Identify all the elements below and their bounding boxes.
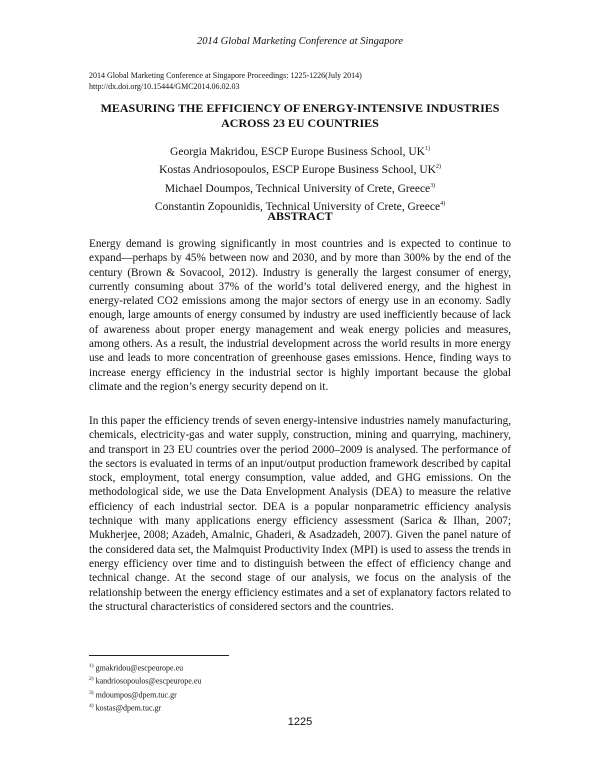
footnote-mark: 3) xyxy=(89,689,94,696)
abstract-paragraph-1: Energy demand is growing significantly in most countries and is expected to continue to expand—perhaps by 45% between now and 2030, and by more than 300% by the end of the century (Brown & Sovacool, 2012). Industry is generally the largest consumer of energy, currently consuming about 37% of the world’s total delivered energy, and the highest in energy-related CO2 emissions among the major sectors of energy use in an economy. Sadly enough, large amounts of energy consumed by industry are used inefficiently because of lack of awareness about proper energy management and weak energy policies and measures, among others. As a result, the industrial development across the world results in more energy use and leads to more concentration of greenhouse gases emissions. Hence, finding ways to increase energy efficiency in the industrial sector is highly important because the global climate and the region’s energy security depend on it. xyxy=(89,238,511,393)
footnote xyxy=(89,674,201,687)
author-name: Georgia Makridou, ESCP Europe Business School, UK xyxy=(170,145,425,158)
doi-line: http://dx.doi.org/10.15444/GMC2014.06.02.03 xyxy=(89,82,240,91)
page-number: 1225 xyxy=(287,716,313,728)
footnote xyxy=(89,688,201,701)
proceedings-line: 2014 Global Marketing Conference at Singapore Proceedings: 1225-1226(July 2014) xyxy=(89,71,362,80)
footnote-email: mdoumpos@dpem.tuc.gr xyxy=(95,690,177,700)
footnote-email: kandriosopoulos@escpeurope.eu xyxy=(95,676,202,686)
author-footnote-mark: 3) xyxy=(430,182,436,189)
publication-meta xyxy=(89,70,362,92)
footnote-mark: 1) xyxy=(89,663,94,669)
author-list xyxy=(60,142,540,215)
footnote-mark: 4) xyxy=(89,702,94,709)
author-line xyxy=(60,179,540,197)
footnote xyxy=(89,701,201,714)
footnote-email: kostas@dpem.tuc.gr xyxy=(95,703,162,713)
paper-title xyxy=(60,101,540,131)
footnote-email: gmakridou@escpeurope.eu xyxy=(95,663,184,673)
author-line xyxy=(60,160,540,178)
author-name: Kostas Andriosopoulos, ESCP Europe Business School, UK xyxy=(159,164,436,177)
abstract-heading: ABSTRACT xyxy=(267,209,333,223)
footnote-mark: 2) xyxy=(89,676,94,683)
running-header: 2014 Global Marketing Conference at Singapore xyxy=(197,36,403,47)
author-footnote-mark: 1) xyxy=(424,146,430,152)
title-line-2: ACROSS 23 EU COUNTRIES xyxy=(221,116,379,130)
title-line-1: MEASURING THE EFFICIENCY OF ENERGY-INTENSIVE INDUSTRIES xyxy=(100,101,500,115)
author-line xyxy=(60,142,540,160)
author-name: Michael Doumpos, Technical University of Crete, Greece xyxy=(164,182,431,195)
footnote xyxy=(89,661,201,674)
author-footnote-mark: 4) xyxy=(440,200,446,207)
abstract-paragraph-2: In this paper the efficiency trends of seven energy-intensive industries namely manufacturing, chemicals, electricity-gas and water supply, construction, mining and quarrying, machinery, and transport in 23 EU countries over the period 2000–2009 is analysed. The performance of the sectors is evaluated in terms of an input/output production framework described by capital stock, employment, total energy consumption, value added, and GHG emissions. On the methodological side, we use the Data Envelopment Analysis (DEA) to measure the relative efficiency of each industrial sector. DEA is a popular nonparametric efficiency analysis technique with many applications energy efficiency assessment (Sarica & Ilhan, 2007; Mukherjee, 2008; Azadeh, Amalnic, Ghaderi, & Asadzadeh, 2007). Given the panel nature of the considered data set, the Malmquist Productivity Index (MPI) is used to assess the trends in energy efficiency over time and to distinguish between the effect of efficiency change and technical change. At the second stage of our analysis, we focus on the analysis of the relationship between the energy efficiency estimates and a set of explanatory factors related to the structural characteristics of considered sectors and the countries. xyxy=(89,415,511,613)
author-name: Constantin Zopounidis, Technical University of Crete, Greece xyxy=(154,200,441,213)
author-footnote-mark: 2) xyxy=(435,164,441,171)
footnote-divider xyxy=(89,655,229,656)
footnotes xyxy=(89,661,201,714)
